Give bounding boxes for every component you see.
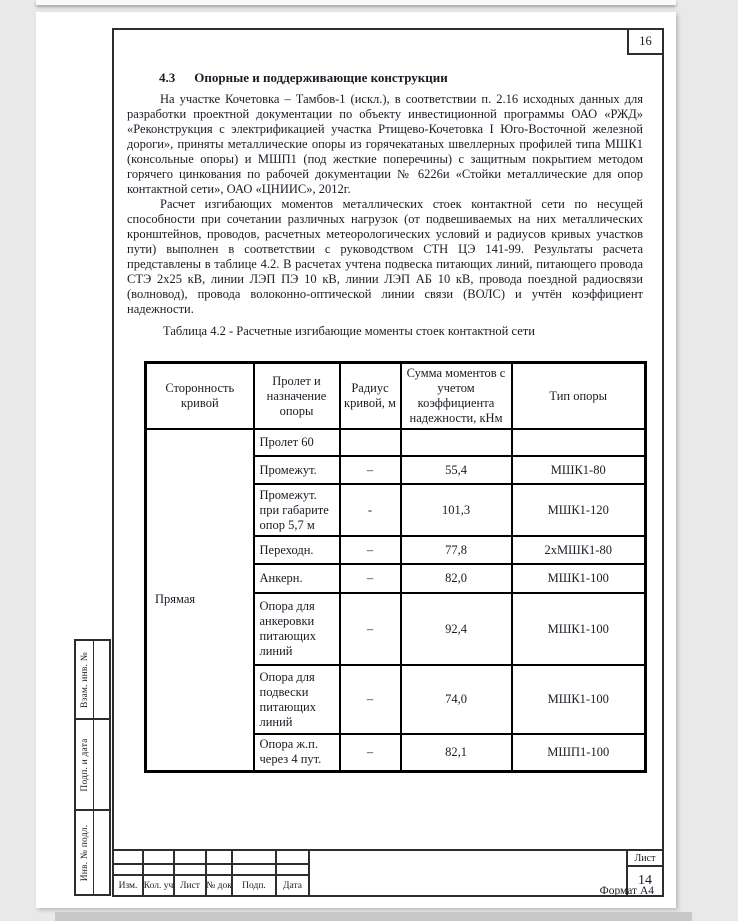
format-label: Формат А4 [599,885,654,897]
titleblock-col-podp [233,851,277,895]
type-cell: МШК1-100 [512,593,646,665]
span-cell: Промежут. при габарите опор 5,7 м [254,484,340,536]
radius-cell: – [340,593,401,665]
titleblock-col-koluch [144,851,175,895]
moments-table [144,361,647,773]
stamp-cell-label-area [76,811,94,894]
moment-cell: 82,1 [401,734,512,771]
bottom-page-shadow [55,912,692,921]
drawing-frame [112,28,664,897]
titleblock-empty-cell [207,865,231,876]
title-block [112,849,664,897]
type-cell: МШК1-100 [512,564,646,593]
titleblock-main-field [310,851,628,895]
titleblock-col-list [175,851,207,895]
col-header-support-type: Тип опоры [512,363,646,430]
titleblock-col-ndok [207,851,233,895]
titleblock-col-label: Дата [283,880,302,891]
titleblock-empty-cell [144,865,173,876]
radius-cell: – [340,665,401,734]
previous-page-edge [36,0,676,5]
radius-cell: – [340,536,401,564]
moment-cell: 82,0 [401,564,512,593]
span-cell: Опора для анкеровки питающих линий [254,593,340,665]
moment-cell: 101,3 [401,484,512,536]
span-cell: Опора ж.п. через 4 пут. [254,734,340,771]
titleblock-col-label: Изм. [118,880,138,891]
col-header-moment-sum: Сумма моментов с учетом коэффициента надежности, кНм [401,363,512,430]
titleblock-col-label: № док [206,880,232,891]
stamp-cell-label-area [76,641,94,718]
type-cell: МШП1-100 [512,734,646,771]
margin-stamp-column [74,639,111,896]
radius-cell: – [340,734,401,771]
page-number: 16 [639,34,652,48]
titleblock-empty-cell [233,851,275,865]
paragraph-1: На участке Кочетовка – Тамбов-1 (искл.), в соответствии п. 2.16 исходных данных для разработки проектной документации по объекту инвестиционной программы ОАО «РЖД» «Реконструкция с электрификацией участка Ртищево-Кочетовка I Юго-Восточной железной дороги», приняты металлические опоры из горячекатаных швеллерных профилей типа МШК1 (консольные опоры) и МШП1 (под жесткие поперечины) с защитным покрытием методом горячего цинкования по рабочей документации № 6226и «Стойки металлические для опор контактной сети», ОАО «ЦНИИС», 2012г. [127,92,643,196]
type-cell: МШК1-100 [512,665,646,734]
moment-cell: 77,8 [401,536,512,564]
section-number: 4.3 [159,70,176,85]
sheet-number: 14 [638,873,652,888]
titleblock-empty-cell [114,851,142,865]
titleblock-empty-cell [233,865,275,876]
moment-cell [401,429,512,456]
stamp-cell-vzam-inv [74,639,111,720]
col-header-curve-side: Сторонность кривой [146,363,254,430]
titleblock-empty-cell [144,851,173,865]
radius-cell: – [340,564,401,593]
moment-cell: 55,4 [401,456,512,484]
col-header-radius: Радиус кривой, м [340,363,401,430]
titleblock-col-data [277,851,310,895]
moment-cell: 74,0 [401,665,512,734]
titleblock-col-label: Кол. уч [143,880,174,891]
titleblock-col-label: Подп. [242,880,266,891]
stamp-cell-label-area [76,720,94,809]
sheet-label: Лист [628,851,662,867]
paragraph-2: Расчет изгибающих моментов металлических стоек контактной сети по несущей способности при сочетании различных нагрузок (от подвешиваемых на них металлических кронштейнов, проводов, расчетных метеорологических условий и радиусов кривых участков пути) выполнен в соответствии с руководством СТН ЦЭ 141-99. Результаты расчета представлены в таблице 4.2. В расчетах учтена подвеска питающих линий, питающего провода СТЭ 2х25 кВ, линии ЛЭП ПЭ 10 кВ, линии ЛЭП АБ 10 кВ, провода поездной радиосвязи (волновод), провода волоконно-оптической линии связи (ВОЛС) и учтён коэффициент надежности. [127,197,643,316]
col-header-span-purpose: Пролет и назначение опоры [254,363,340,430]
stamp-label: Подп. и дата [79,737,90,792]
span-cell: Переходн. [254,536,340,564]
stamp-cell-inv-podl [74,809,111,896]
table-caption: Таблица 4.2 - Расчетные изгибающие моменты стоек контактной сети [163,324,535,338]
type-cell: МШК1-80 [512,456,646,484]
titleblock-empty-cell [277,851,308,865]
moment-cell: 92,4 [401,593,512,665]
span-cell: Опора для подвески питающих линий [254,665,340,734]
document-page [36,12,676,908]
table-row [146,429,646,456]
curve-side-cell: Прямая [146,429,254,771]
titleblock-empty-cell [277,865,308,876]
section-heading [127,70,643,86]
type-cell: МШК1-120 [512,484,646,536]
table-header-row [146,363,646,430]
stamp-label: Инв. № подл. [79,824,90,881]
span-cell: Промежут. [254,456,340,484]
span-cell: Пролет 60 [254,429,340,456]
titleblock-empty-cell [175,851,205,865]
titleblock-col-label: Лист [180,880,200,891]
span-cell: Анкерн. [254,564,340,593]
type-cell [512,429,646,456]
titleblock-empty-cell [114,865,142,876]
type-cell: 2хМШК1-80 [512,536,646,564]
content-area [127,30,643,773]
section-title: Опорные и поддерживающие конструкции [194,70,448,85]
radius-cell: - [340,484,401,536]
radius-cell: – [340,456,401,484]
stamp-label: Взам. инв. № [79,651,90,708]
titleblock-col-izm [114,851,144,895]
titleblock-empty-cell [175,865,205,876]
stamp-cell-podp-data [74,718,111,811]
titleblock-empty-cell [207,851,231,865]
radius-cell [340,429,401,456]
